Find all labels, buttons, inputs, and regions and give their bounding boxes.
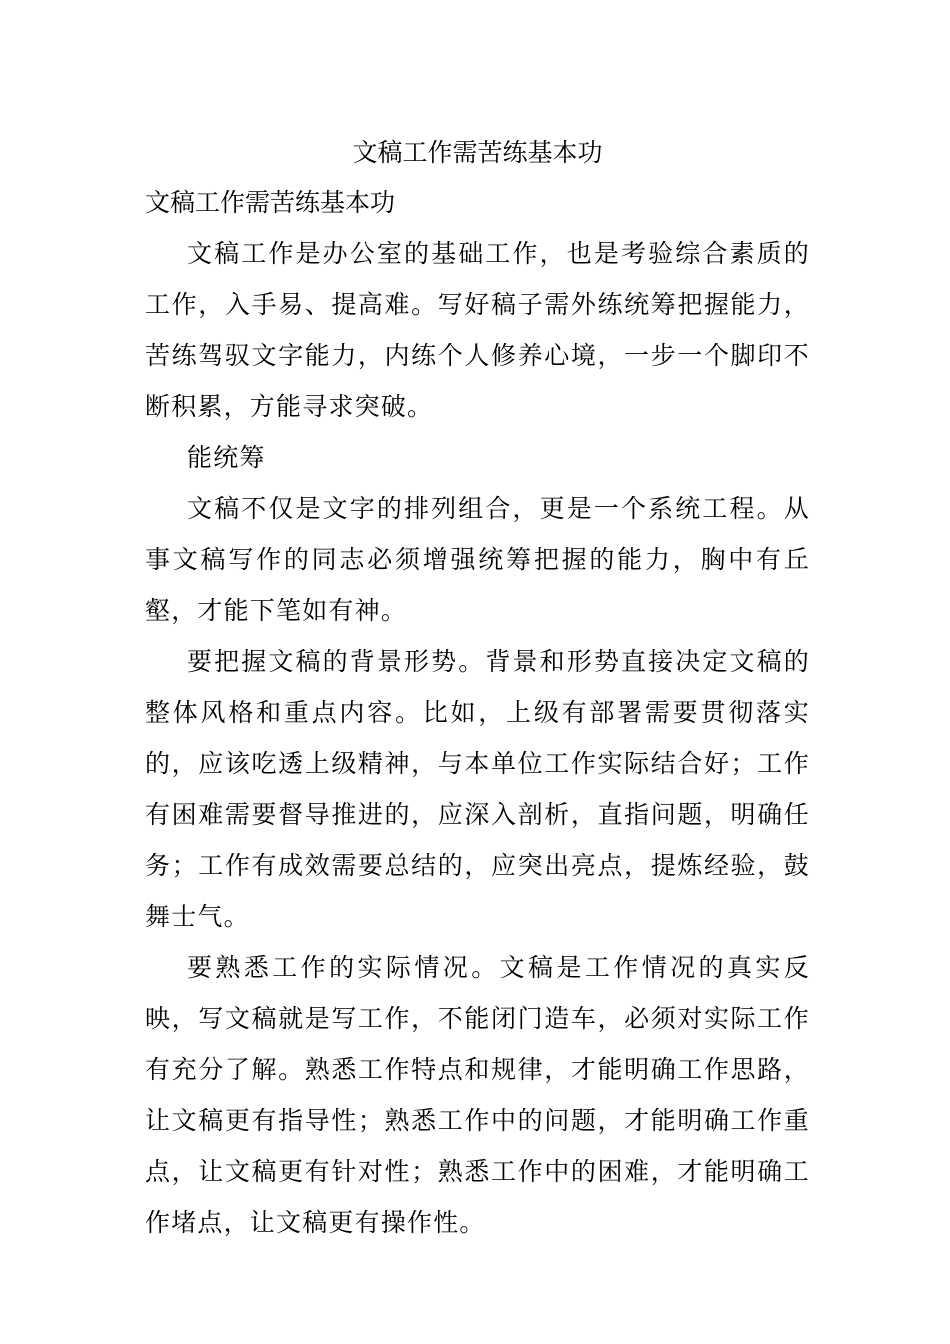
document-page <box>145 128 810 1248</box>
section-heading-tongchou: 能统筹 <box>187 443 266 472</box>
paragraph-system: 文稿不仅是文字的排列组合，更是一个系统工程。从事文稿写作的同志必须增强统筹把握的能力，胸中有丘壑，才能下笔如有神。 <box>145 494 810 625</box>
paragraph-intro: 文稿工作是办公室的基础工作，也是考验综合素质的工作，入手易、提高难。写好稿子需外练统筹把握能力，苦练驾驭文字能力，内练个人修养心境，一步一个脚印不断积累，方能寻求突破。 <box>145 239 810 421</box>
document-title: 文稿工作需苦练基本功 <box>352 138 603 167</box>
paragraph-practice: 要熟悉工作的实际情况。文稿是工作情况的真实反映，写文稿就是写工作，不能闭门造车，必须对实际工作有充分了解。熟悉工作特点和规律，才能明确工作思路，让文稿更有指导性；熟悉工作中的问题，才能明确工作重点，让文稿更有针对性；熟悉工作中的困难，才能明确工作堵点，让文稿更有操作性。 <box>145 953 810 1237</box>
paragraph-background: 要把握文稿的背景形势。背景和形势直接决定文稿的整体风格和重点内容。比如，上级有部署需要贯彻落实的，应该吃透上级精神，与本单位工作实际结合好；工作有困难需要督导推进的，应深入剖析，直指问题，明确任务；工作有成效需要总结的，应突出亮点，提炼经验，鼓舞士气。 <box>145 647 810 931</box>
document-subtitle: 文稿工作需苦练基本功 <box>145 188 396 217</box>
